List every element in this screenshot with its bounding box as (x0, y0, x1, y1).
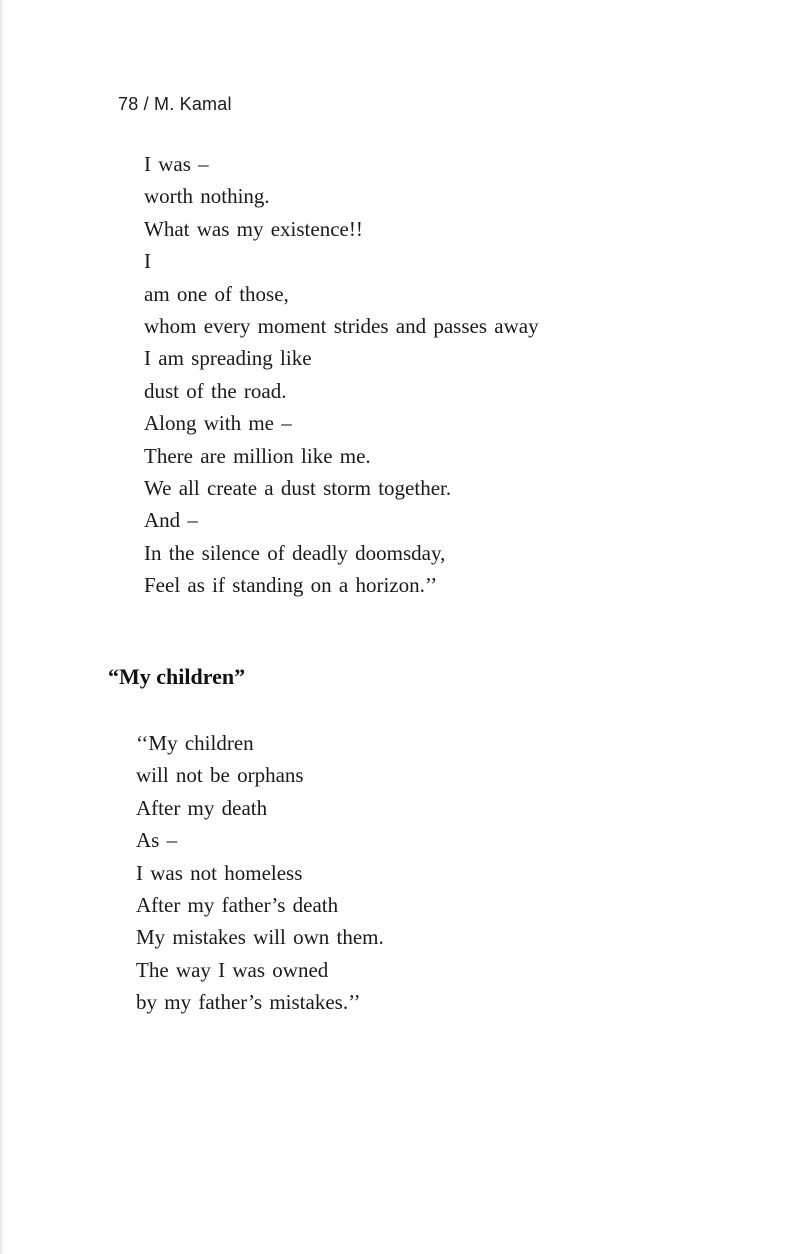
poem-line: will not be orphans (136, 763, 304, 788)
poem-line: I (144, 249, 151, 274)
poem-line: There are million like me. (144, 443, 371, 468)
poem-line: I was not homeless (136, 860, 303, 885)
poem-title: “My children” (108, 664, 246, 689)
poem-my-children (136, 727, 384, 1019)
poem-line: whom every moment strides and passes away (144, 313, 539, 338)
poem-line: My mistakes will own them. (136, 925, 384, 950)
poem-line: What was my existence!! (144, 216, 363, 241)
poem-continuation (144, 148, 539, 601)
page-edge-shadow (0, 0, 3, 1254)
running-head: 78 / M. Kamal (118, 94, 232, 114)
poem-line: am one of those, (144, 281, 289, 306)
poem-line: Along with me – (144, 411, 292, 436)
poem-line: We all create a dust storm together. (144, 475, 452, 500)
poem-line: Feel as if standing on a horizon.’’ (144, 573, 438, 598)
poem-line: dust of the road. (144, 378, 287, 403)
poem-line: As – (136, 828, 178, 853)
poem-line: After my death (136, 795, 268, 820)
poem-line: I am spreading like (144, 346, 312, 371)
poem-line: worth nothing. (144, 184, 270, 209)
poem-line: I was – (144, 152, 209, 176)
poem-line: by my father’s mistakes.’’ (136, 990, 361, 1015)
poem-line: After my father’s death (136, 892, 339, 917)
poem-line: The way I was owned (136, 957, 329, 982)
poem-line: ‘‘My children (136, 731, 254, 755)
poem-line: And – (144, 508, 198, 533)
poem-line: In the silence of deadly doomsday, (144, 540, 446, 565)
